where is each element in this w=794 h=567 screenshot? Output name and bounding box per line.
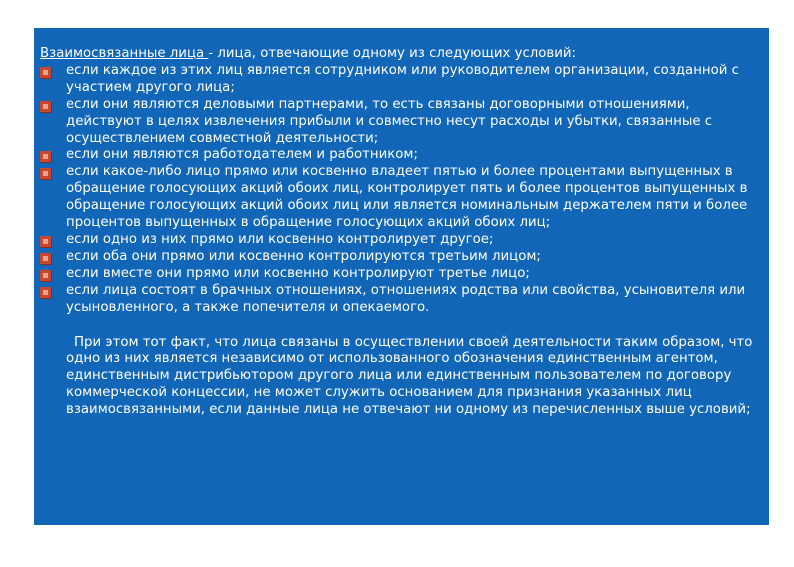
- list-item: [40, 283, 765, 317]
- definition-heading: [40, 46, 765, 63]
- list-item: [40, 249, 765, 266]
- square-bullet-icon: [40, 287, 51, 298]
- square-bullet-icon: [40, 101, 51, 112]
- list-item-text: если какое-либо лицо прямо или косвенно владеет пятью и более процентами выпущенных в обращение голосующих акций обоих лиц, контролирует пять и более процентов выпущенных в обращение голосующих акций обоих лиц или является номинальным держателем пяти и более процентов выпущенных в обращение голосующих акций обоих лиц;: [66, 164, 748, 231]
- list-item: [40, 147, 765, 164]
- square-bullet-icon: [40, 236, 51, 247]
- list-item: [40, 63, 765, 97]
- defined-term: Взаимосвязанные лица: [40, 46, 209, 61]
- list-item-text: если одно из них прямо или косвенно контролирует другое;: [66, 231, 494, 247]
- list-item: [40, 232, 765, 249]
- slide: [34, 28, 769, 525]
- conditions-list: [40, 63, 765, 317]
- list-item-text: если каждое из этих лиц является сотрудником или руководителем организации, созданной с участием другого лица;: [66, 62, 739, 95]
- square-bullet-icon: [40, 168, 51, 179]
- list-item-text: если они являются работодателем и работником;: [66, 147, 418, 163]
- square-bullet-icon: [40, 253, 51, 264]
- square-bullet-icon: [40, 151, 51, 162]
- definition-text: - лица, отвечающие одному из следующих условий:: [208, 46, 577, 61]
- list-item-text: если лица состоят в брачных отношениях, отношениях родства или свойства, усыновителя или усыновленного, а также попечителя и опекаемого.: [66, 282, 746, 315]
- list-item-text: если вместе они прямо или косвенно контролируют третье лицо;: [66, 265, 530, 281]
- list-item-text: если они являются деловыми партнерами, то есть связаны договорными отношениями, действуют в целях извлечения прибыли и совместно несут расходы и убытки, связанные с осуществлением совместной деятельности;: [66, 96, 713, 146]
- list-item: [40, 97, 765, 148]
- slide-content: [40, 46, 765, 419]
- list-item-text: если оба они прямо или косвенно контролируются третьим лицом;: [66, 248, 541, 264]
- list-item: [40, 266, 765, 283]
- square-bullet-icon: [40, 67, 51, 78]
- square-bullet-icon: [40, 270, 51, 281]
- list-item: [40, 164, 765, 232]
- note-paragraph: При этом тот факт, что лица связаны в осуществлении своей деятельности таким образом, что одно из них является независимо от использованного обозначения единственным агентом, единственным дистрибьютором другого лица или единственным пользователем по договору коммерческой концессии, не может служить основанием для признания указанных лиц взаимосвязанными, если данные лица не отвечают ни одному из перечисленных выше условий;: [66, 334, 753, 418]
